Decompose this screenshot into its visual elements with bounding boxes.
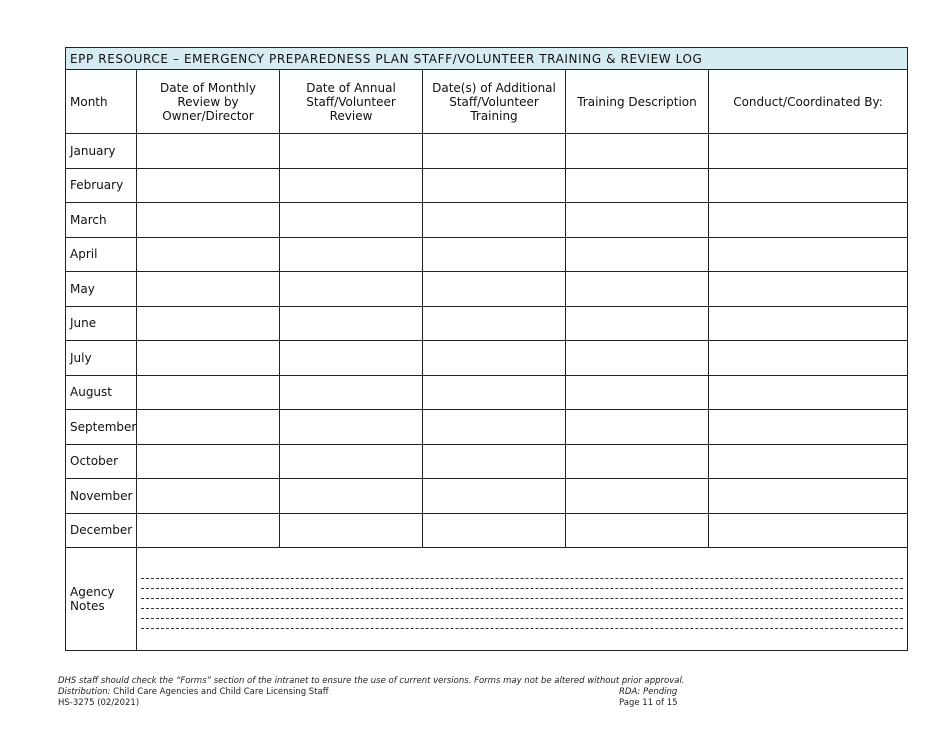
training-description-cell[interactable] <box>566 306 709 341</box>
annual-review-cell[interactable] <box>280 306 423 341</box>
month-label: May <box>66 272 137 307</box>
training-description-cell[interactable] <box>566 203 709 238</box>
footer-rda: RDA: Pending <box>619 687 678 697</box>
additional-training-cell[interactable] <box>423 444 566 479</box>
table-row <box>66 410 908 445</box>
conducted-by-cell[interactable] <box>709 410 908 445</box>
conducted-by-cell[interactable] <box>709 375 908 410</box>
annual-review-cell[interactable] <box>280 134 423 169</box>
annual-review-cell[interactable] <box>280 168 423 203</box>
footer-form-number: HS-3275 (02/2021) <box>58 698 140 708</box>
monthly-review-cell[interactable] <box>137 444 280 479</box>
additional-training-cell[interactable] <box>423 479 566 514</box>
additional-training-cell[interactable] <box>423 168 566 203</box>
training-description-cell[interactable] <box>566 168 709 203</box>
month-label: November <box>66 479 137 514</box>
monthly-review-cell[interactable] <box>137 479 280 514</box>
annual-review-cell[interactable] <box>280 410 423 445</box>
conducted-by-cell[interactable] <box>709 479 908 514</box>
month-label: December <box>66 513 137 548</box>
additional-training-cell[interactable] <box>423 375 566 410</box>
column-header-month: Month <box>66 70 137 134</box>
table-row <box>66 375 908 410</box>
additional-training-cell[interactable] <box>423 237 566 272</box>
table-row <box>66 134 908 169</box>
training-description-cell[interactable] <box>566 479 709 514</box>
table-row <box>66 237 908 272</box>
notes-line <box>141 588 903 589</box>
additional-training-cell[interactable] <box>423 306 566 341</box>
monthly-review-cell[interactable] <box>137 513 280 548</box>
table-row <box>66 203 908 238</box>
conducted-by-cell[interactable] <box>709 513 908 548</box>
annual-review-cell[interactable] <box>280 237 423 272</box>
conducted-by-cell[interactable] <box>709 306 908 341</box>
table-row <box>66 479 908 514</box>
table-row <box>66 168 908 203</box>
month-label: July <box>66 341 137 376</box>
training-description-cell[interactable] <box>566 237 709 272</box>
annual-review-cell[interactable] <box>280 375 423 410</box>
monthly-review-cell[interactable] <box>137 341 280 376</box>
footer-distribution: Distribution: Child Care Agencies and Child Care Licensing Staff <box>58 687 329 697</box>
month-label: February <box>66 168 137 203</box>
conducted-by-cell[interactable] <box>709 168 908 203</box>
training-description-cell[interactable] <box>566 410 709 445</box>
notes-line <box>141 608 903 609</box>
monthly-review-cell[interactable] <box>137 306 280 341</box>
annual-review-cell[interactable] <box>280 479 423 514</box>
column-header-annual-review: Date of Annual Staff/Volunteer Review <box>280 70 423 134</box>
month-label: October <box>66 444 137 479</box>
table-row <box>66 306 908 341</box>
monthly-review-cell[interactable] <box>137 375 280 410</box>
annual-review-cell[interactable] <box>280 444 423 479</box>
column-header-conducted-by: Conduct/Coordinated By: <box>709 70 908 134</box>
month-label: April <box>66 237 137 272</box>
form-title: EPP RESOURCE – EMERGENCY PREPAREDNESS PLAN STAFF/VOLUNTEER TRAINING & REVIEW LOG <box>66 48 908 70</box>
footer-note: DHS staff should check the “Forms” section of the intranet to ensure the use of current versions. Forms may not be altered without prior approval. <box>58 676 685 686</box>
notes-line <box>141 598 903 599</box>
conducted-by-cell[interactable] <box>709 341 908 376</box>
month-label: August <box>66 375 137 410</box>
monthly-review-cell[interactable] <box>137 203 280 238</box>
training-description-cell[interactable] <box>566 341 709 376</box>
month-label: March <box>66 203 137 238</box>
conducted-by-cell[interactable] <box>709 272 908 307</box>
additional-training-cell[interactable] <box>423 134 566 169</box>
monthly-review-cell[interactable] <box>137 168 280 203</box>
table-row <box>66 513 908 548</box>
additional-training-cell[interactable] <box>423 513 566 548</box>
annual-review-cell[interactable] <box>280 272 423 307</box>
table-row <box>66 272 908 307</box>
monthly-review-cell[interactable] <box>137 237 280 272</box>
annual-review-cell[interactable] <box>280 513 423 548</box>
training-review-log-table <box>65 47 908 651</box>
conducted-by-cell[interactable] <box>709 444 908 479</box>
column-header-training-description: Training Description <box>566 70 709 134</box>
additional-training-cell[interactable] <box>423 410 566 445</box>
column-header-additional-training: Date(s) of Additional Staff/Volunteer Training <box>423 70 566 134</box>
training-description-cell[interactable] <box>566 444 709 479</box>
additional-training-cell[interactable] <box>423 272 566 307</box>
notes-line <box>141 578 903 579</box>
monthly-review-cell[interactable] <box>137 272 280 307</box>
conducted-by-cell[interactable] <box>709 134 908 169</box>
training-description-cell[interactable] <box>566 134 709 169</box>
additional-training-cell[interactable] <box>423 203 566 238</box>
conducted-by-cell[interactable] <box>709 237 908 272</box>
training-description-cell[interactable] <box>566 375 709 410</box>
annual-review-cell[interactable] <box>280 341 423 376</box>
table-row <box>66 444 908 479</box>
notes-line <box>141 618 903 619</box>
footer-page-number: Page 11 of 15 <box>619 698 678 708</box>
column-header-monthly-review: Date of Monthly Review by Owner/Director <box>137 70 280 134</box>
notes-line <box>141 628 903 629</box>
agency-notes-label: Agency Notes <box>66 548 137 651</box>
conducted-by-cell[interactable] <box>709 203 908 238</box>
training-description-cell[interactable] <box>566 513 709 548</box>
training-description-cell[interactable] <box>566 272 709 307</box>
month-label: January <box>66 134 137 169</box>
monthly-review-cell[interactable] <box>137 134 280 169</box>
additional-training-cell[interactable] <box>423 341 566 376</box>
month-label: September <box>66 410 137 445</box>
table-row <box>66 341 908 376</box>
monthly-review-cell[interactable] <box>137 410 280 445</box>
month-label: June <box>66 306 137 341</box>
agency-notes-field[interactable] <box>137 548 908 651</box>
annual-review-cell[interactable] <box>280 203 423 238</box>
